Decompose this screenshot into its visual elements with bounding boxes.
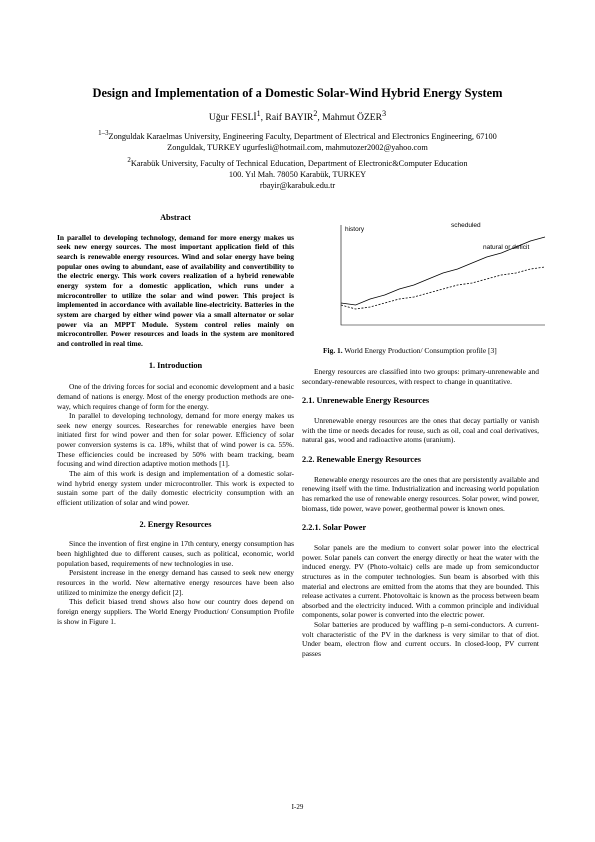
figure-1 (323, 213, 553, 343)
paragraph: Persistent increase in the energy demand has caused to seek new energy resources in the world. New alternative energy resources have been also utilized to minimize the energy deficit [2]. (57, 568, 294, 597)
energy-resources-heading: 2. Energy Resources (139, 519, 212, 529)
renewable-heading: 2.2. Renewable Energy Resources (302, 454, 421, 464)
paragraph: This deficit biased trend shows also how our country does depend on foreign energy suppliers. The World Energy Production/ Consumption Profile is show in Figure 1. (57, 597, 294, 626)
abstract-text: In parallel to developing technology, demand for more energy makes us seek new energy sources. The most important application field of this search is renewable energy resources. Wind and solar energy have being popular ones owing to abundant, ease of availability and convertibility to the electric energy. This work covers realization of a hybrid renewable energy system for a domestic application, which runs under a microcontroller to utilize the solar and wind power. This project is implemented in accordance with available line-electricity. Batteries in the system are charged by either wind power via a small alternator or solar power via an MPPT Module. System control relies mainly on microcontroller. Power resources and loads in the system are monitored and controlled in real time. (57, 232, 294, 348)
paragraph: Unrenewable energy resources are the ones that decay partially or vanish with the time or needs decades for reuse, such as oil, coal and coal derivatives, natural gas, wood and radioactive atoms (uranium). (302, 415, 539, 445)
chart-axes (341, 225, 545, 325)
paragraph: Solar batteries are produced by waffling p–n semi-conductors. A current-volt characteristic of the PV in the darkness is very similar to that of diot. Under beam, electron flow and current occurs. In closed-loop, PV current passes (302, 620, 539, 659)
caption-text: World Energy Production/ Consumption profile [3] (342, 346, 497, 355)
aff-line: rbayir@karabuk.edu.tr (259, 181, 336, 191)
author-name: Uğur FESLİ (208, 112, 257, 124)
aff-line: 100. Yıl Mah. 78050 Karabük, TURKEY (228, 169, 367, 179)
aff-line: Zonguldak Karaelmas University, Engineering Faculty, Department of Electrical and Electronics Engineering, 67100 (108, 131, 497, 141)
affiliation-2 (40, 155, 555, 191)
paper-title: Design and Implementation of a Domestic Solar-Wind Hybrid Energy System (92, 86, 503, 100)
aff-line: Karabük University, Faculty of Technical Education, Department of Electronic&Computer Education (130, 158, 468, 168)
aff-sup: 2 (127, 157, 131, 164)
intro-heading: 1. Introduction (148, 360, 203, 370)
solar-power-heading: 2.2.1. Solar Power (302, 523, 367, 533)
paragraph: Energy resources are classified into two groups: primary-unrenewable and secondary-renewable resources, with respect to change in quantitative. (302, 367, 539, 386)
aff-sup: 1–3 (98, 130, 109, 137)
abstract-heading: Abstract (160, 213, 191, 222)
author-sup: 1 (256, 109, 261, 118)
affiliation-1 (40, 128, 555, 153)
left-column (57, 213, 294, 626)
figure-caption (323, 346, 553, 355)
paragraph: The aim of this work is design and implementation of a domestic solar-wind hybrid energy system under microcontroller. This work is expected to sustain some part of the daily domestic electricity consumption with an efficient utilization of solar and wind power. (57, 469, 294, 508)
paragraph: In parallel to developing technology, demand for more energy makes us seek new energy sources. Researches for renewable energies have been initiated first for wind power and then for solar power. Efficiency of solar power conversion systems is ca. 18%, whilst that of wind power is ca. 55%. These efficiencies could be increased by 50% with beam tracking, beam focusing and wind direction adaptive motion methods [1]. (57, 411, 294, 469)
author-name: Raif BAYIR (265, 112, 314, 124)
caption-label: Fig. 1. (323, 346, 343, 355)
paragraph: Solar panels are the medium to convert solar power into the electrical power. Solar panels can convert the energy directly or heat the water with the induced energy. PV (Photo-voltaic) cells are made up from semiconductor structures as in the computer technologies. Sun beam is absorbed with this material and electrons are emitted from the atoms that they are bounded. This release activates a current. Photovoltaic is known as the process between beam absorbed and the electricity induced. With a common principle and individual components, solar power is converted into the electric power. (302, 542, 539, 620)
author-sup: 3 (382, 109, 387, 118)
author-sup: 2 (313, 109, 318, 118)
paragraph: Since the invention of first engine in 17th century, energy consumption has been highlighted due to different causes, such as political, economic, world population based, requirements of new technologies in use. (57, 539, 294, 568)
energy-profile-chart (323, 213, 553, 343)
right-column (302, 367, 539, 659)
aff-line: Zonguldak, TURKEY ugurfesli@hotmail.com, mahmutozer2002@yahoo.com (167, 142, 428, 152)
author-list: Uğur FESLİ$^1$, Raif BAYIR$^2$, Mahmut ÖZER$^3$ (208, 109, 387, 124)
unrenewable-heading: 2.1. Unrenewable Energy Resources (302, 396, 430, 406)
series-line (341, 237, 545, 305)
chart-annotation: scheduled (451, 222, 481, 229)
author-name: Mahmut ÖZER (322, 112, 383, 124)
chart-annotation: history (345, 226, 365, 233)
page-number: I-29 (291, 803, 304, 811)
chart-annotation: natural or deficit (483, 244, 530, 251)
paragraph: Renewable energy resources are the ones that are persistently available and renewing itself with the time. Industrialization and increasing world population has remarked the use of renewable energy resources. Solar power, wind power, biomass, tide power, wave power, geothermal power is known ones. (302, 474, 539, 513)
paragraph: One of the driving forces for social and economic development and a basic demand of nations is energy. Most of the energy production methods are one-way, which requires change of form for the energy. (57, 382, 294, 411)
